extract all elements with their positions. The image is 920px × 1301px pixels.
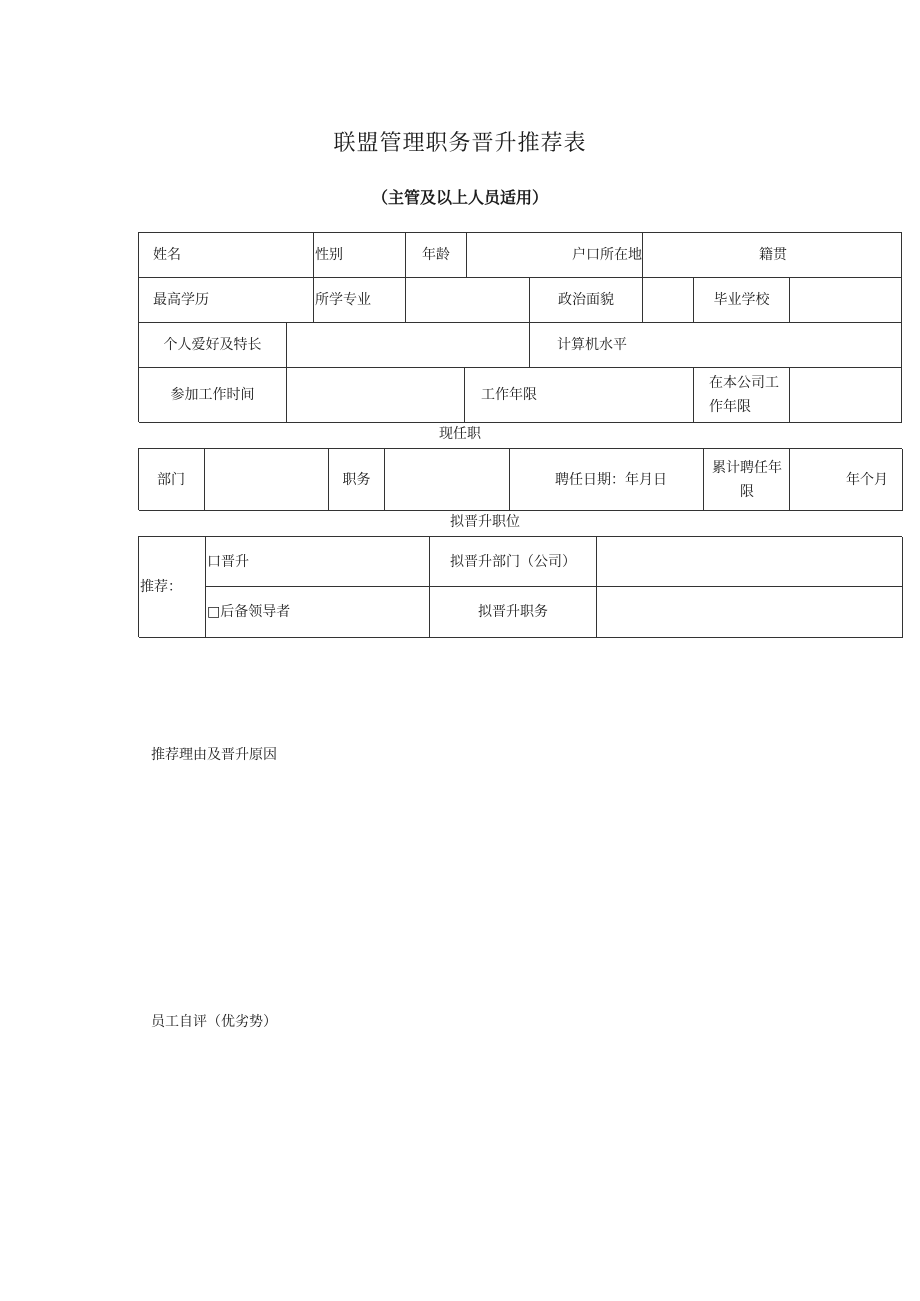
hobby-label: 个人爱好及特长 <box>163 337 262 353</box>
target-dept-label-cell <box>430 537 597 587</box>
political-label-cell <box>530 278 643 323</box>
post-label-cell <box>329 449 385 511</box>
current-position-title: 现任职 <box>439 426 481 442</box>
current-position-table <box>138 448 902 510</box>
hobby-value-cell[interactable] <box>287 323 530 368</box>
target-post-value-cell[interactable] <box>597 587 903 638</box>
major-label: 所学专业 <box>315 292 371 308</box>
school-value-cell[interactable] <box>790 278 902 323</box>
dept-label: 部门 <box>157 471 185 488</box>
total-hire-label: 累计聘任年限 <box>712 459 782 500</box>
hire-date-label-cell <box>510 449 704 511</box>
hire-date-label: 聘任日期：年月日 <box>555 471 667 488</box>
target-dept-label: 拟晋升部门（公司） <box>450 553 576 570</box>
native-label: 籍贯 <box>759 247 787 263</box>
reserve-option-cell[interactable] <box>206 587 430 638</box>
hukou-label: 户口所在地 <box>572 247 642 263</box>
post-label: 职务 <box>342 471 371 488</box>
school-label: 毕业学校 <box>713 292 770 308</box>
name-label: 姓名 <box>153 247 181 263</box>
age-label-cell <box>406 233 467 278</box>
dept-value-cell[interactable] <box>205 449 329 511</box>
name-label-cell <box>139 233 314 278</box>
self-eval-label: 员工自评（优劣势） <box>151 1014 277 1030</box>
basic-info-table <box>138 232 902 422</box>
work-start-label-cell <box>139 368 287 423</box>
proposed-position-table <box>138 536 902 637</box>
target-post-label-cell <box>430 587 597 638</box>
recommend-label: 推荐： <box>140 579 182 595</box>
total-hire-label-cell <box>704 449 790 511</box>
age-label: 年龄 <box>422 247 450 263</box>
computer-label: 计算机水平 <box>557 337 627 353</box>
work-years-label: 工作年限 <box>481 387 537 403</box>
years-months-cell[interactable] <box>790 449 903 511</box>
major-value-cell[interactable] <box>406 278 530 323</box>
recommend-label-cell <box>139 537 206 638</box>
work-start-label: 参加工作时间 <box>170 387 255 403</box>
political-label: 政治面貌 <box>558 292 614 308</box>
page-title: 联盟管理职务晋升推荐表 <box>333 131 587 156</box>
gender-label: 性别 <box>315 247 343 263</box>
company-years-label: 在本公司工作年限 <box>709 375 779 415</box>
target-post-label: 拟晋升职务 <box>478 604 548 620</box>
promote-checkbox-label[interactable]: 口晋升 <box>207 553 249 570</box>
gender-label-cell <box>314 233 406 278</box>
post-value-cell[interactable] <box>385 449 510 511</box>
page-subtitle: （主管及以上人员适用） <box>371 188 548 207</box>
hobby-label-cell <box>139 323 287 368</box>
political-value-cell[interactable] <box>643 278 694 323</box>
dept-label-cell <box>139 449 205 511</box>
education-label-cell <box>139 278 314 323</box>
company-years-value-cell[interactable] <box>790 368 902 423</box>
reason-label: 推荐理由及晋升原因 <box>151 747 277 763</box>
years-months-label: 年个月 <box>846 471 888 488</box>
education-label: 最高学历 <box>153 292 209 308</box>
work-years-label-cell <box>465 368 694 423</box>
company-years-label-cell <box>694 368 790 423</box>
proposed-position-title: 拟晋升职位 <box>450 514 520 530</box>
school-label-cell <box>694 278 790 323</box>
major-label-cell <box>314 278 406 323</box>
work-start-value-cell[interactable] <box>287 368 465 423</box>
native-label-cell <box>643 233 902 278</box>
target-dept-value-cell[interactable] <box>597 537 903 587</box>
hukou-label-cell <box>467 233 643 278</box>
promote-option-cell[interactable] <box>206 537 430 587</box>
reserve-checkbox-label[interactable]: □后备领导者 <box>207 604 291 620</box>
computer-label-cell <box>530 323 902 368</box>
